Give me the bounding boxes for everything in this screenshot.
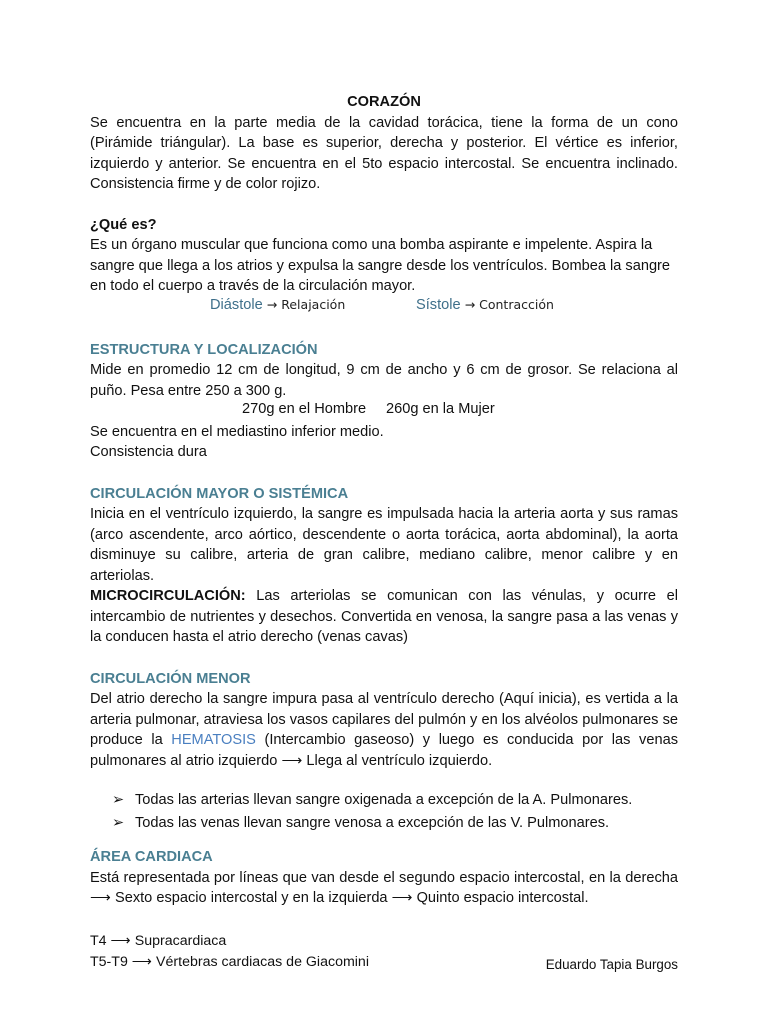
que-es-heading: ¿Qué es? xyxy=(90,216,157,233)
list-item xyxy=(90,789,678,812)
document-body xyxy=(90,92,678,909)
bullet-text: Todas las venas llevan sangre venosa a excepción de las V. Pulmonares. xyxy=(135,815,610,831)
bullet-text: Todas las arterias llevan sangre oxigenada a excepción de la A. Pulmonares. xyxy=(135,792,633,808)
circulacion-menor-text-a: Del atrio derecho la sangre impura pasa al ventrículo derecho (Aquí inicia), es vertida a la arteria pulmonar, atraviesa los vasos capilares del pulmón y en los alvéolos pulmonares se produce la xyxy=(90,691,678,748)
sistole-term: Sístole xyxy=(416,296,461,313)
microcirculacion-label: MICROCIRCULACIÓN: xyxy=(90,588,246,604)
author-name: Eduardo Tapia Burgos xyxy=(545,957,678,972)
estructura-heading: ESTRUCTURA Y LOCALIZACIÓN xyxy=(90,341,318,358)
heart-weights xyxy=(90,401,678,422)
circulacion-menor-heading: CIRCULACIÓN MENOR xyxy=(90,670,251,687)
arrowhead-bullet-icon: ➢ xyxy=(112,815,125,831)
estructura-line-1: Se encuentra en el mediastino inferior medio. xyxy=(90,423,384,440)
que-es-paragraph: Es un órgano muscular que funciona como una bomba aspirante e impelente. Aspira la sangre que llega a los atrios y expulsa la sangre desde los ventrículos. Bombea la sangre en todo el cuerpo a través de la circulación mayor. xyxy=(90,237,671,294)
bullet-list xyxy=(90,789,678,835)
microcirculacion-text: Las arteriolas se comunican con las vénulas, y ocurre el intercambio de nutrientes y desechos. Convertida en venosa, la sangre pasa a las venas y la conducen hasta el atrio derecho (venas cavas) xyxy=(90,588,678,645)
diastole-item xyxy=(210,297,345,313)
hematosis-term: HEMATOSIS xyxy=(171,732,256,748)
diastole-term: Diástole xyxy=(210,296,263,313)
arrowhead-bullet-icon: ➢ xyxy=(112,792,125,808)
footer-line-2: T5-T9 ⟶ Vértebras cardiacas de Giacomini xyxy=(90,954,369,970)
sistole-item xyxy=(416,297,554,313)
diastole-definition: → Relajación xyxy=(266,296,346,312)
circulacion-mayor-paragraph: Inicia en el ventrículo izquierdo, la sangre es impulsada hacia la arteria aorta y sus ramas (arco ascendente, arco aórtico, descendente o aorta torácica, aorta abdominal), la aorta disminuye su calibre, arteria de gran calibre, mediano calibre, menor calibre y en arteriolas. xyxy=(90,506,678,584)
circulacion-mayor-heading: CIRCULACIÓN MAYOR O SISTÉMICA xyxy=(90,485,349,502)
spacer xyxy=(90,195,678,215)
weight-women: 260g en la Mujer xyxy=(386,401,495,417)
microcirculacion-paragraph xyxy=(90,586,678,648)
intro-paragraph: Se encuentra en la parte media de la cavidad torácica, tiene la forma de un cono (Pirámide triángular). La base es superior, derecha y posterior. El vértice es inferior, izquierdo y anterior. Se encuentra en el 5to espacio intercostal. Se encuentra inclinado. Consistencia firme y de color rojizo. xyxy=(90,114,678,192)
estructura-paragraph: Mide en promedio 12 cm de longitud, 9 cm de ancho y 6 cm de grosor. Se relaciona al puño. Pesa entre 250 a 300 g. xyxy=(90,362,678,399)
estructura-line-2: Consistencia dura xyxy=(90,444,207,460)
page-title: CORAZÓN xyxy=(347,94,421,110)
footer-line-1: T4 ⟶ Supracardiaca xyxy=(90,933,227,949)
list-item xyxy=(90,812,678,835)
circulacion-menor-text-b: (Intercambio gaseoso) y luego es conducida por las venas pulmonares al atrio izquierdo ⟶ Llega al ventrículo izquierdo. xyxy=(90,732,678,769)
cardiac-phases xyxy=(90,297,678,319)
area-cardiaca-paragraph: Está representada por líneas que van desde el segundo espacio intercostal, en la derecha ⟶ Sexto espacio intercostal y en la izquierda ⟶ Quinto espacio intercostal. xyxy=(90,869,678,906)
sistole-definition: → Contracción xyxy=(464,296,554,312)
weight-men: 270g en el Hombre xyxy=(242,401,367,417)
area-cardiaca-heading: ÁREA CARDIACA xyxy=(90,849,213,865)
circulacion-menor-paragraph xyxy=(90,689,678,771)
